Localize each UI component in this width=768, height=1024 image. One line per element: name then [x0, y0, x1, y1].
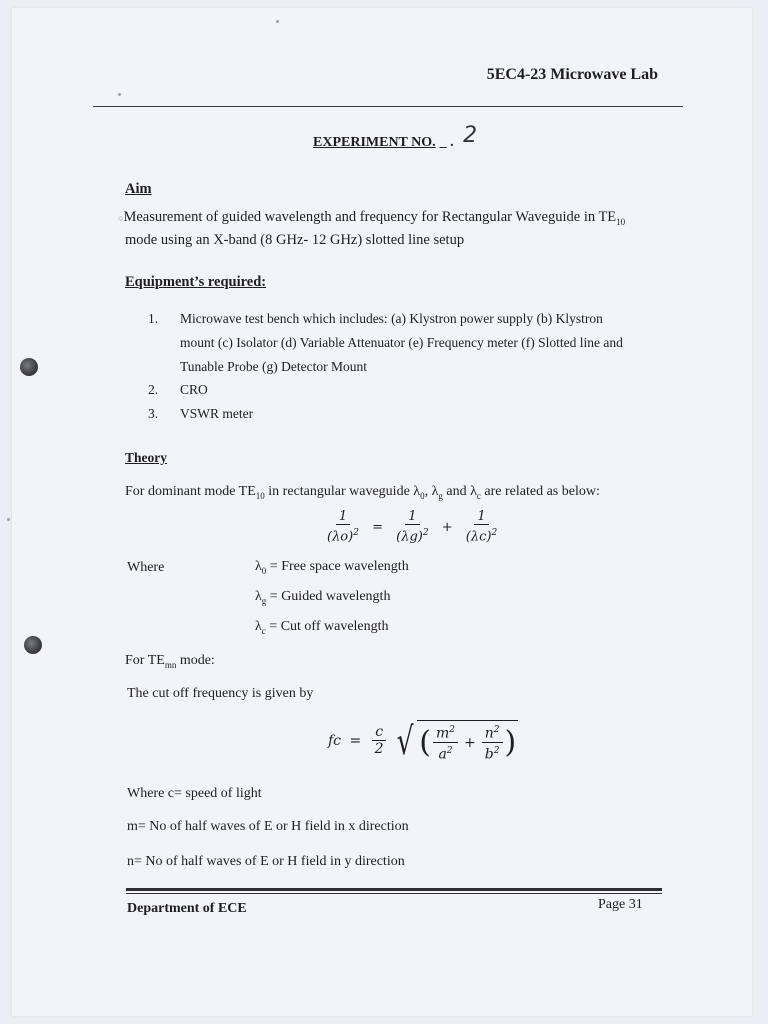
footer-rule [126, 888, 662, 891]
c-definition: Where c= speed of light [127, 786, 262, 801]
experiment-label: EXPERIMENT NO. [313, 135, 436, 150]
aim-line-1: ○Measurement of guided wavelength and frequency for Rectangular Waveguide in $TE_{10}$ [118, 209, 626, 227]
cutoff-frequency-equation: fc = $\frac{c}{2}$ √ ( $\frac{m^2}{a^2}$ + $\frac{n^2}{b^2}$ ) [328, 719, 517, 764]
fraction-lambda-c: $\frac{1}{(\lambda c)^2}$ [465, 509, 498, 545]
course-title: 5EC4-23 Microwave Lab [486, 66, 658, 83]
m-definition: m= No of half waves of E or H field in x direction [127, 819, 409, 834]
bullet-mark: ○ [118, 213, 124, 223]
def-cutoff: $\lambda_c$ = Cut off wavelength [255, 619, 389, 636]
equipment-item-1: 1. Microwave test bench which includes: (a) Klystron power supply (b) Klystron mount (c) Isolator (d) Variable Attenuator (e) Frequency meter (f) Slotted line and Tunable Probe (g) Detector Mount [148, 311, 623, 374]
speck [7, 518, 10, 521]
fraction-lambda-g: $\frac{1}{(\lambda g)^2}$ [396, 509, 429, 545]
punch-hole-upper [20, 358, 38, 376]
where-label: Where [127, 560, 165, 575]
wavelength-equation: $\frac{1}{(\lambda o)^2}$ = $\frac{1}{(\lambda g)^2}$ + $\frac{1}{(\lambda c)^2}$ [322, 509, 502, 545]
footer-rule-thin [126, 893, 662, 894]
equipment-item-2: 2. CRO [148, 382, 208, 397]
header-rule [93, 106, 683, 107]
theory-heading: Theory [125, 450, 167, 465]
theory-intro: For dominant mode $TE_{10}$ in rectangular waveguide $\lambda_0$, $\lambda_g$ and $\lambda_c$ are related as below: [125, 484, 600, 501]
cutoff-line: The cut off frequency is given by [127, 686, 314, 701]
experiment-heading [313, 123, 478, 152]
aim-line-2: mode using an X-band (8 GHz- 12 GHz) slotted line setup [125, 232, 465, 248]
fraction-lambda-o: $\frac{1}{(\lambda o)^2}$ [327, 509, 359, 545]
def-guided: $\lambda_g$ = Guided wavelength [255, 589, 391, 606]
experiment-number-handwritten: 2 [463, 123, 478, 148]
n-definition: n= No of half waves of E or H field in y direction [127, 854, 405, 869]
mode-line: For $TE_{mn}$ mode: [125, 653, 215, 670]
punch-hole-lower [24, 636, 42, 654]
department-name: Department of ECE [127, 901, 247, 916]
aim-heading: Aim [125, 181, 152, 197]
page-number: Page 31 [598, 897, 643, 912]
equipment-heading: Equipment’s required: [125, 274, 267, 290]
experiment-blank: _ . [439, 135, 454, 150]
def-free-space: $\lambda_0$ = Free space wavelength [255, 559, 409, 576]
equipment-item-3: 3. VSWR meter [148, 406, 254, 421]
square-root: √ ( $\frac{m^2}{a^2}$ + $\frac{n^2}{b^2}$ ) [396, 719, 517, 764]
speck [276, 20, 279, 23]
speck [118, 93, 121, 96]
